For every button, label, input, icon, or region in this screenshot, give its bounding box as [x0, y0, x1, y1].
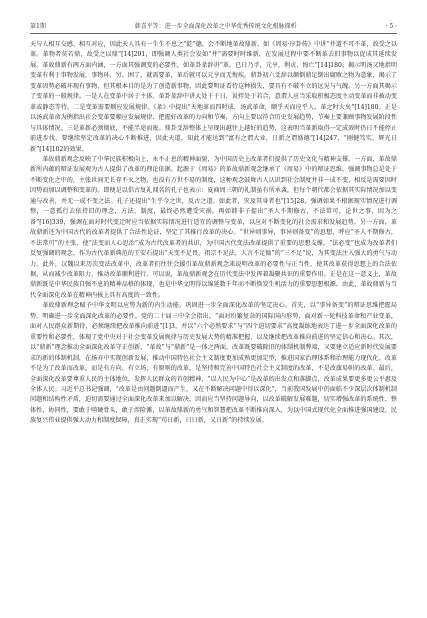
running-header	[30, 8, 397, 34]
article-body	[30, 40, 397, 604]
running-title: 韩喜平等：进一步全面深化改革之中华优秀传统文化根脉探析	[134, 23, 297, 30]
paragraph-3: 革故鼎新理念赋予中华文明以应势为新的内生动能，巩固进一步全面深化改革的坚定决心。首先，以“事异备变”的辩证思维把握局势，明确进一步全面深化改革的必要性。党的二十届三中全会指出，“面对纷繁复杂的国际国内形势，面对新一轮科技革命和产业变革，面对人民群众新期待，必须继续把改革推向前进”[1]3，并以“六个必然要求”与“四个迫切要求”高度凝练地表达了进一步全面深化改革的重要性和必要性，体现了党中央对于社会变革发展规律与历史发展大势的精准把握，以及继续把改革推向前进的坚定信心和决心。其次，以“鼎新”理念推动全面深化改革守正创新，“革故”与“鼎新”是一体之两面，改革既要破除旧的体制机制弊端，又要建立适应新时代发展要求的新的体制机制，在扬弃中实现创新发展，推动中国特色社会主义制度更加成熟更加定型，推进国家治理体系和治理能力现代化。改革不是为了改革而改革，而是有方向、有立场、有原则的改革，是坚持和完善中国特色社会主义制度的改革，不是改旗易帜的改革。最后，全面深化改革要尊重人民的主体地位，发挥人民群众的首创精神，“以人民为中心”是改革的出发点和落脚点，改革成果要更多更公平惠及全体人民。习近平总书记强调，“改革是由问题倒逼而产生，又在不断解决问题中得以深化”，当前我国发展中仍面临不少深层次体制机制问题和结构性矛盾，迫切需要通过全面深化改革来加以解决，因而应当坚持问题导向，以改革破解发展难题，切实增强改革的系统性、整体性、协同性，要敢于啃硬骨头，敢于涉险滩，以革故鼎新的勇气和智慧把改革不断推向深入，为以中国式现代化全面推进强国建设、民族复兴伟业提供强大动力和制度保障，真正实现“苟日新，日日新，又日新”的持续发展。	[30, 302, 397, 425]
paragraph-2: 革故鼎新观念反映了中华民族积极向上、永不止息的精神面貌，为中国历史上改革者们提供了历史文化与精神支撑。一方面，革故鼎新所内蕴的辩证发展观为古人提供了改革的理论依据。起源于《周易》的革故鼎新观念继承了《周易》中的辩证思维，强调事物总是处于不断变化之中的，主张世间无长存不灭之物，也没有万世不易的制度，这种观念鼓舞古人认识到社会制度并非一成不变，相反是需要因时因势而加以调整和变革的。即便是以倡古复礼闻名的孔子也表示：夏商周三朝的礼制虽有所承袭，但每个朝代都会依据其实际情况加以变通与改善，并无一成不变之法。孔子还提出“生乎今之世，反古之道。如此者，灾及其身者也”[15]28，强调如果不根据现实情况进行调整，一意孤行去依持旧的理念，方法、制度，最终必然遭受灾祸。再如韩非子提出“圣人不期修古，不法常可，论世之事，因为之备”[16]339，强调在面对时代变迁时应当依据实际情况进行适宜的调整与变革，以应对不断变化的社会需求和发展趋势。另一方面，革故鼎新还为中国古代的改革者提供了合法性论证，坚定了其推行改革的决心。“世异则事异，事异则备变”的思想，呼应“圣人不期修古，不法常可”的主张，使“法变而人心思治”成为古代改革者的共识，为中国古代变法改革提供了重要的思想支撑。“法必变”也成为改革者们反复强调的观念。作为古代革新典范的王安石提出“天变不足畏，祖宗不足法，人言不足恤”的“三不足”说，为其变法注入强大的勇气与动力。此外，汉魏以来历次变法改革中，改革者们往往会援引革故鼎新观念来说明改革的必要性与正当性，使其改革获得思想上的合法依据，从而减少改革阻力，推动改革顺利进行。可以说，革故鼎新观念在历代变法中发挥着凝聚共识的重要作用。正是在这一意义上，革故鼎新既是中华民族自强不息的精神品格的体现，也是中华文明得以绵延数千年而不断焕发生机活力的重要思想根源。由此，革故鼎新与当代全面深化改革在精神内核上具有高度的一致性。	[30, 155, 397, 299]
paragraph-1: 天与人相互交感、相互对应，因此天人具有一生生不息之“乾”德，会不断地革故鼎新。如《周易·序卦传》中讲“井道不可不革，故受之以革。革物者莫若鼎，故受之以鼎”[14]291，即强调人类社会发如“井”需要时时维新，在发展过程中要不断革去旧事物以促成其延续发展。革故鼎新有两方面内涵，一方面其强调变的必要性，如革卦彖辞讲“革，已日乃孚，元亨，利贞，悔亡”[14]180，揭示明汤又地指明变革有利于事物发展，事物环、穷、困了，就需要革，革后就可以元亨而无悔疾。鼎卦初六爻辞以颠倒鼎足倒出腐败之物为意象，揭示了变革因势必破坏现有事物，但其根本目的是为了创造新事物，因此要明证看待这种损失，要具有不破不立的远见与气魄。另一方面其揭示了变革的一般规律。一是人在变革中居于主体。革卦彖辞中讲大处于于日，说拌处于若合，意谓人应当采取积极态度主动变革而非被动变革或静态等待。二是变革需要顺应发展规律。《彖》中提出“天地革而四时成，汤武革命，顺乎天而应乎人。革之时大矣”[14]180。正是以汤武革命为例指出社会变革要顺应发展规律、把握好改革的力向和节奏，方向上要以符合历史发展趋势，节奏上要兼顾事物发展阶段性与具体情况。三是革新必须彻底，不能半途而废。鼎卦爻辞整体上呈现出越往上越好的趋势，这表明当革新取得一定成效时仍日不能停止前进步伐，要继续坚定改革的决心不断推进，因此天道，知此才能达到“富有之谓大业，日新之谓盛德”[14]247，“刚健笃实，辉光日新”[14]102的效果。	[30, 41, 397, 153]
issue-number: 第1期	[30, 23, 46, 30]
page-number: · 5 ·	[385, 23, 397, 30]
